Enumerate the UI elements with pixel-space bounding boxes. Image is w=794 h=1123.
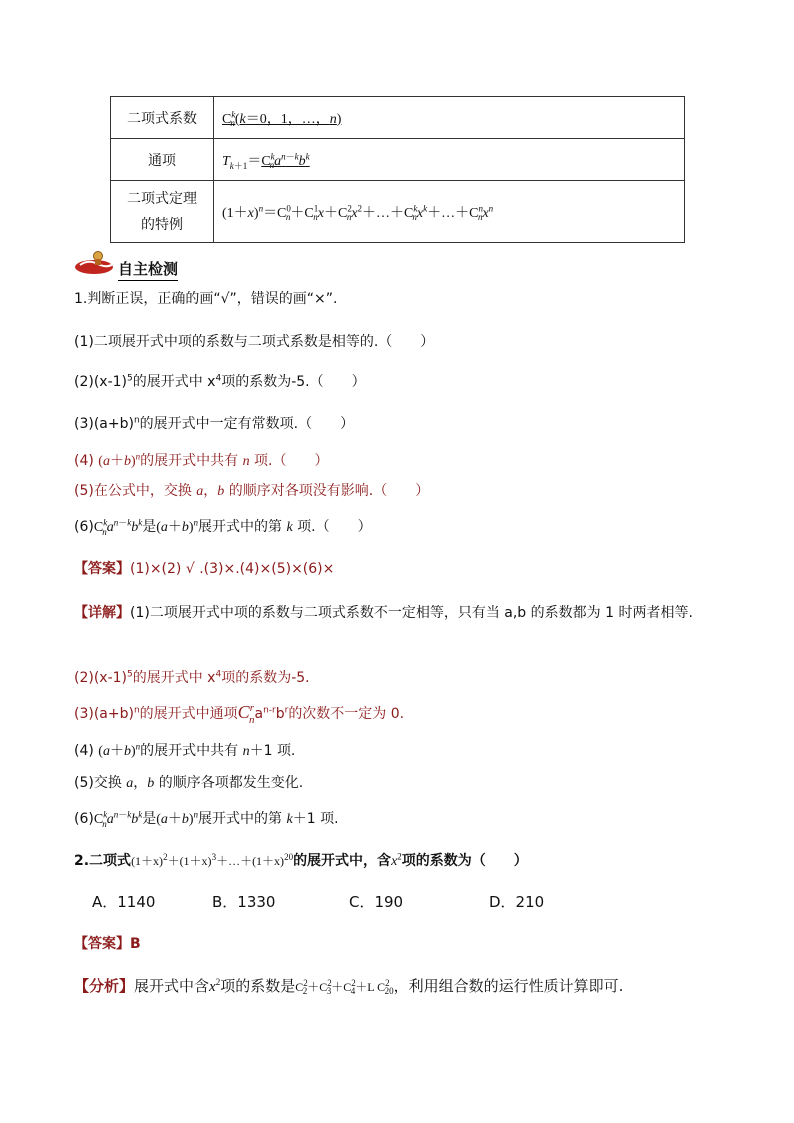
answer-value: (1)×(2) √ .(3)×.(4)×(5)×(6)× <box>130 561 335 577</box>
binomial-properties-table <box>110 96 685 243</box>
q1-statement-2: $(2)(x-1)^5$的展开式中 $x^4$项的系数为-5.（ ） <box>74 373 366 390</box>
q1-statement-5-part: 的顺序对各项没有影响.（ ） <box>228 483 430 499</box>
option-d: D．210 <box>489 893 545 911</box>
q1-statement-3-part: (3)(a+b) <box>74 416 134 432</box>
option-b: B．1330 <box>212 893 276 911</box>
table-cell-label-line: 二项式定理 <box>127 190 197 207</box>
q1-statement-3-part: 的展开式中一定有常数项.（ ） <box>139 416 355 432</box>
q2-prompt-part: 2.二项式 <box>74 853 132 869</box>
q1-detail-3: $(3)(a+b)^n$的展开式中通项$C^r_na^{n-r}b^r$的次数不一定为 0. <box>74 702 405 726</box>
q1-statement-5-part: (5)在公式中，交换 <box>74 483 192 499</box>
q1-statement-2-part: (2)(x-1) <box>74 374 127 390</box>
detail-part: 的展开式中通项 <box>139 706 238 722</box>
q1-statement-4-part: 的展开式中共有 <box>140 453 239 469</box>
option-c: C．190 <box>349 893 404 911</box>
detail-part: 的展开式中共有 <box>140 743 239 759</box>
analysis-part: ，利用组合数的运行性质计算即可. <box>393 977 624 995</box>
table-cell-value <box>214 97 685 139</box>
q1-detail-2: $(2)(x-1)^5$的展开式中 $x^4$项的系数为-5. <box>74 669 310 686</box>
q1-detail-6: $(6)C^k_na^{n-k}b^k$是$(a+b)^n$展开式中的第 k＋1 项. <box>74 809 339 829</box>
q1-statement-1: (1)二项展开式中项的系数与二项式系数是相等的.（ ） <box>74 334 435 350</box>
binomial-coefficient-formula: $C^k_n(k=0$，1，…，n) <box>222 108 342 129</box>
q1-statement-6-part: 展开式中的第 <box>198 519 283 535</box>
q1-statement-5: (5)在公式中，交换 a，b 的顺序对各项没有影响.（ ） <box>74 483 430 499</box>
section-logo-icon <box>74 250 120 276</box>
detail-part: 项. <box>276 743 296 759</box>
analysis-part: 展开式中含 <box>134 977 210 995</box>
answer-value: B <box>130 936 141 952</box>
table-cell-value <box>214 181 685 243</box>
option-a: A．1140 <box>92 893 156 911</box>
detail-label: 【详解】 <box>74 605 130 621</box>
detail-text: (1)二项展开式中项的系数与二项式系数不一定相等，只有当 a,b 的系数都为 1 时两者相等. <box>130 605 693 621</box>
q2-prompt: 2.二项式$(1+x)^2+(1+x)^3+\dots+(1+x)^{20}$的展开式中，含$x^2$项的系数为（ ） <box>74 851 528 869</box>
section-title: 自主检测 <box>118 258 178 281</box>
detail-part: (3)(a+b) <box>74 706 134 722</box>
q1-prompt: 1.判断正误，正确的画“√”，错误的画“×”. <box>74 291 338 307</box>
detail-part: 的顺序各项都发生变化. <box>158 775 304 791</box>
table-row <box>111 139 685 181</box>
q2-answer <box>74 933 141 953</box>
detail-part: 项的系数为-5. <box>221 670 310 686</box>
detail-part: 项. <box>320 811 339 827</box>
table-cell-label: 二项式系数 <box>111 97 214 139</box>
table-cell-label: 通项 <box>111 139 214 181</box>
table-cell-value <box>214 139 685 181</box>
q1-statement-4: (4) $(a+b)^n$的展开式中共有 n 项.（ ） <box>74 451 329 469</box>
answer-label: 【答案】 <box>74 936 130 952</box>
answer-label: 【答案】 <box>74 561 130 577</box>
table-cell-label <box>111 181 214 243</box>
q1-detail-5: (5)交换 a，b 的顺序各项都发生变化. <box>74 775 304 791</box>
q2-prompt-part: 的展开式中，含 <box>293 853 392 869</box>
q2-prompt-part: 项的系数为（ ） <box>401 853 528 869</box>
q1-detail-1 <box>74 600 724 626</box>
q1-statement-2-part: 的展开式中 x <box>132 374 216 390</box>
q1-statement-6-part: 项.（ ） <box>297 519 372 535</box>
special-case-formula: $(1+x)^n=C^0_n+C^1_nx+C^2_nx^2+\dots+C^k_nx^k+\dots+C^n_nx^n$ <box>222 202 494 223</box>
q1-statement-6: $(6)C^k_na^{n-k}b^k$是$(a+b)^n$展开式中的第 k 项.（ ） <box>74 517 372 537</box>
detail-part: 展开式中的第 <box>198 811 283 827</box>
q2-analysis: 【分析】展开式中含$x^2$项的系数是$C^2_2+C^2_3+C^2_4+L$ $C^2_{20}$，利用组合数的运行性质计算即可. <box>74 977 624 997</box>
analysis-part: 项的系数是 <box>220 977 296 995</box>
detail-part: 的次数不一定为 0. <box>288 706 405 722</box>
analysis-label: 【分析】 <box>74 977 135 995</box>
detail-part: 的展开式中 x <box>132 670 216 686</box>
q1-detail-4: (4) $(a+b)^n$的展开式中共有 n＋1 项. <box>74 741 296 759</box>
q1-statement-4-part: 项.（ ） <box>254 453 329 469</box>
general-term-formula: $T_{k+1}=C^k_na^{n-k}b^k$ <box>222 150 310 171</box>
detail-part: (2)(x-1) <box>74 670 127 686</box>
detail-part: (5)交换 <box>74 775 122 791</box>
table-row <box>111 97 685 139</box>
table-row <box>111 181 685 243</box>
table-cell-label-line: 的特例 <box>141 216 183 233</box>
q1-answer <box>74 558 334 578</box>
q1-statement-2-part: 项的系数为-5.（ ） <box>221 374 366 390</box>
q1-statement-3: $(3)(a+b)^n$的展开式中一定有常数项.（ ） <box>74 415 355 432</box>
